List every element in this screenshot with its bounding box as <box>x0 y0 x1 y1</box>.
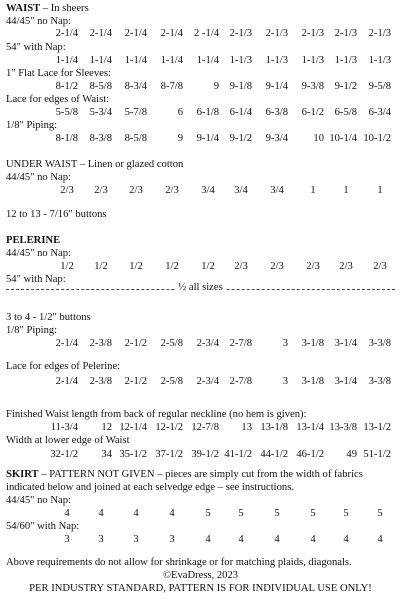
waist-lace-edges-row <box>0 108 401 120</box>
finished-length-label: Finished Waist length from back of regular neckline (no hem is given): <box>6 409 307 420</box>
size-cell: 3-3/8 <box>368 376 391 387</box>
size-cell: 1/2 <box>129 261 143 272</box>
size-cell: 2-3/8 <box>89 376 112 387</box>
size-cell: 8-1/8 <box>55 133 78 144</box>
waist-with-nap-row <box>0 56 401 68</box>
size-cell: 9-3/4 <box>265 133 288 144</box>
size-cell: 2-1/3 <box>368 28 391 39</box>
size-cell: 8-3/8 <box>89 133 112 144</box>
size-cell: 2-1/3 <box>301 28 324 39</box>
size-cell: 51-1/2 <box>363 449 391 460</box>
size-cell: 1-1/4 <box>160 55 183 66</box>
size-cell: 5 <box>343 508 349 519</box>
size-cell: 4 <box>205 534 211 545</box>
size-cell: 10-1/4 <box>329 133 357 144</box>
skirt-with-nap-row <box>0 535 401 547</box>
size-cell: 4 <box>133 508 139 519</box>
under-waist-no-nap-row <box>0 186 401 198</box>
size-cell: 3 <box>64 534 70 545</box>
size-cell: 5 <box>238 508 244 519</box>
size-cell: 49 <box>346 449 357 460</box>
size-cell: 6-1/4 <box>229 107 252 118</box>
size-cell: 34 <box>101 449 112 460</box>
size-cell: 3/4 <box>201 185 215 196</box>
size-cell: 3/4 <box>234 185 248 196</box>
size-cell: 2-3/4 <box>196 338 219 349</box>
size-cell: 3 <box>133 534 139 545</box>
size-cell: 9 <box>213 81 219 92</box>
size-cell: 2-7/8 <box>229 376 252 387</box>
skirt-text-2: indicated below and joined at each selvedge edge – see instructions. <box>6 482 294 493</box>
waist-lace-edges-label: Lace for edges of Waist: <box>6 94 110 105</box>
size-cell: 6 <box>177 107 183 118</box>
under-waist-title: UNDER WAIST – Linen or glazed cotton <box>6 159 184 170</box>
waist-flat-lace-row <box>0 82 401 94</box>
size-cell: 2/3 <box>306 261 320 272</box>
size-cell: 4 <box>310 534 316 545</box>
skirt-no-nap-label: 44/45" no Nap: <box>6 495 71 506</box>
size-cell: 1/2 <box>94 261 108 272</box>
pelerine-lace-row <box>0 377 401 389</box>
size-cell: 8-1/2 <box>55 81 78 92</box>
size-cell: 1-1/3 <box>368 55 391 66</box>
size-cell: 2/3 <box>129 185 143 196</box>
size-cell: 13-1/8 <box>260 422 288 433</box>
size-cell: 1/2 <box>60 261 74 272</box>
size-cell: 3/4 <box>270 185 284 196</box>
size-cell: 8-7/8 <box>160 81 183 92</box>
size-cell: 3 <box>282 376 288 387</box>
size-cell: 9-1/8 <box>229 81 252 92</box>
size-cell: 1-1/4 <box>124 55 147 66</box>
size-cell: 12 <box>101 422 112 433</box>
size-cell: 5-5/8 <box>55 107 78 118</box>
size-cell: 9-5/8 <box>368 81 391 92</box>
size-cell: 13-1/2 <box>363 422 391 433</box>
size-cell: 5 <box>377 508 383 519</box>
size-cell: 1/2 <box>201 261 215 272</box>
pelerine-with-nap-label: 54" with Nap: <box>6 274 66 285</box>
skirt-with-nap-label: 54/60" with Nap: <box>6 521 80 532</box>
size-cell: 1 <box>310 185 316 196</box>
pelerine-lace-label: Lace for edges of Pelerine: <box>6 361 121 372</box>
under-waist-buttons: 12 to 13 - 7/16" buttons <box>6 209 107 220</box>
waist-title: WAIST <box>6 3 41 14</box>
size-cell: 3-1/4 <box>334 376 357 387</box>
size-cell: 46-1/2 <box>296 449 324 460</box>
size-cell: 6-3/4 <box>368 107 391 118</box>
pelerine-no-nap-row <box>0 262 401 274</box>
size-cell: 3-1/8 <box>301 338 324 349</box>
size-cell: 3 <box>282 338 288 349</box>
size-cell: 5-3/4 <box>89 107 112 118</box>
size-cell: 8-3/4 <box>124 81 147 92</box>
size-cell: 2-1/3 <box>334 28 357 39</box>
skirt-text-1: – PATTERN NOT GIVEN – pieces are simply cut from the width of fabrics <box>38 469 363 480</box>
skirt-no-nap-row <box>0 509 401 521</box>
waist-piping-label: 1/8" Piping: <box>6 120 58 131</box>
size-cell: 2-5/8 <box>160 338 183 349</box>
size-cell: 12-1/2 <box>155 422 183 433</box>
size-cell: 2-5/8 <box>160 376 183 387</box>
size-cell: 1 <box>377 185 383 196</box>
footer-note: Above requirements do not allow for shrinkage or for matching plaids, diagonals. <box>6 557 352 568</box>
size-cell: 2-1/4 <box>89 28 112 39</box>
waist-subtitle: – In sheers <box>40 3 89 14</box>
size-cell: 6-1/8 <box>196 107 219 118</box>
finished-width-label: Width at lower edge of Waist <box>6 435 130 446</box>
size-cell: 1-1/3 <box>301 55 324 66</box>
size-cell: 39-1/2 <box>191 449 219 460</box>
size-cell: 12-7/8 <box>191 422 219 433</box>
finished-length-row <box>0 423 401 435</box>
size-cell: 2/3 <box>234 261 248 272</box>
size-cell: 2/3 <box>339 261 353 272</box>
waist-flat-lace-label: 1" Flat Lace for Sleeves: <box>6 68 111 79</box>
skirt-heading <box>6 470 363 481</box>
size-cell: 10-1/2 <box>363 133 391 144</box>
pelerine-buttons: 3 to 4 - 1/2" buttons <box>6 312 91 323</box>
size-cell: 12-1/4 <box>119 422 147 433</box>
size-cell: 2/3 <box>60 185 74 196</box>
size-cell: 13 <box>241 422 252 433</box>
size-cell: 2-1/2 <box>124 376 147 387</box>
size-cell: 3 <box>169 534 175 545</box>
size-cell: 3-1/4 <box>334 338 357 349</box>
waist-no-nap-row <box>0 29 401 41</box>
size-cell: 9-1/2 <box>229 133 252 144</box>
size-cell: 1 <box>343 185 349 196</box>
size-cell: 1-1/4 <box>196 55 219 66</box>
size-cell: 4 <box>169 508 175 519</box>
size-cell: 2-1/3 <box>265 28 288 39</box>
size-cell: 13-3/8 <box>329 422 357 433</box>
size-cell: 6-3/8 <box>265 107 288 118</box>
size-cell: 4 <box>377 534 383 545</box>
footer-copyright: ©EvaDress, 2023 <box>162 570 239 581</box>
finished-width-row <box>0 450 401 462</box>
size-cell: 2-7/8 <box>229 338 252 349</box>
size-cell: 1-1/4 <box>55 55 78 66</box>
size-cell: 2-3/4 <box>196 376 219 387</box>
size-cell: 5-7/8 <box>124 107 147 118</box>
size-cell: 2-1/4 <box>55 28 78 39</box>
under-waist-no-nap-label: 44/45" no Nap: <box>6 172 71 183</box>
size-cell: 13-1/4 <box>296 422 324 433</box>
size-cell: 35-1/2 <box>119 449 147 460</box>
size-cell: 4 <box>238 534 244 545</box>
size-cell: 3-3/8 <box>368 338 391 349</box>
size-cell: 1-1/4 <box>89 55 112 66</box>
pelerine-all-sizes-divider <box>6 283 395 295</box>
pelerine-title: PELERINE <box>6 235 61 246</box>
size-cell: 3-1/8 <box>301 376 324 387</box>
size-cell: 2-1/4 <box>55 338 78 349</box>
size-cell: 9 <box>177 133 183 144</box>
pelerine-piping-label: 1/8" Piping: <box>6 325 58 336</box>
size-cell: 9-1/4 <box>265 81 288 92</box>
size-cell: 2 -1/4 <box>193 28 219 39</box>
waist-with-nap-label: 54" with Nap: <box>6 42 66 53</box>
size-cell: 4 <box>64 508 70 519</box>
size-cell: 5 <box>310 508 316 519</box>
size-cell: 6-1/2 <box>301 107 324 118</box>
size-cell: 5 <box>274 508 280 519</box>
size-cell: 2-1/4 <box>124 28 147 39</box>
size-cell: 1-1/3 <box>229 55 252 66</box>
size-cell: 2/3 <box>94 185 108 196</box>
size-cell: 2-1/2 <box>124 338 147 349</box>
size-cell: 2-1/3 <box>229 28 252 39</box>
size-cell: 11-3/4 <box>50 422 78 433</box>
pelerine-all-sizes: ½ all sizes <box>175 283 225 294</box>
size-cell: 1-1/3 <box>265 55 288 66</box>
size-cell: 2-1/4 <box>55 376 78 387</box>
size-cell: 37-1/2 <box>155 449 183 460</box>
size-cell: 1-1/3 <box>334 55 357 66</box>
size-cell: 2/3 <box>373 261 387 272</box>
pelerine-no-nap-label: 44/45" no Nap: <box>6 248 71 259</box>
size-cell: 6-5/8 <box>334 107 357 118</box>
size-cell: 32-1/2 <box>50 449 78 460</box>
skirt-title: SKIRT <box>6 469 39 480</box>
size-cell: 9-1/2 <box>334 81 357 92</box>
size-cell: 9-3/8 <box>301 81 324 92</box>
size-cell: 1/2 <box>165 261 179 272</box>
size-cell: 2-3/8 <box>89 338 112 349</box>
pelerine-piping-row <box>0 339 401 351</box>
size-cell: 2-1/4 <box>160 28 183 39</box>
footer-standard: PER INDUSTRY STANDARD, PATTERN IS FOR INDIVIDUAL USE ONLY! <box>29 583 372 594</box>
size-cell: 5 <box>205 508 211 519</box>
size-cell: 4 <box>98 508 104 519</box>
waist-no-nap-label: 44/45" no Nap: <box>6 16 71 27</box>
waist-piping-row <box>0 134 401 146</box>
size-cell: 8-5/8 <box>124 133 147 144</box>
size-cell: 8-5/8 <box>89 81 112 92</box>
size-cell: 4 <box>274 534 280 545</box>
waist-heading <box>6 4 89 15</box>
size-cell: 9-1/4 <box>196 133 219 144</box>
size-cell: 2/3 <box>165 185 179 196</box>
size-cell: 2/3 <box>270 261 284 272</box>
size-cell: 4 <box>343 534 349 545</box>
size-cell: 3 <box>98 534 104 545</box>
size-cell: 41-1/2 <box>224 449 252 460</box>
size-cell: 44-1/2 <box>260 449 288 460</box>
size-cell: 10 <box>313 133 324 144</box>
